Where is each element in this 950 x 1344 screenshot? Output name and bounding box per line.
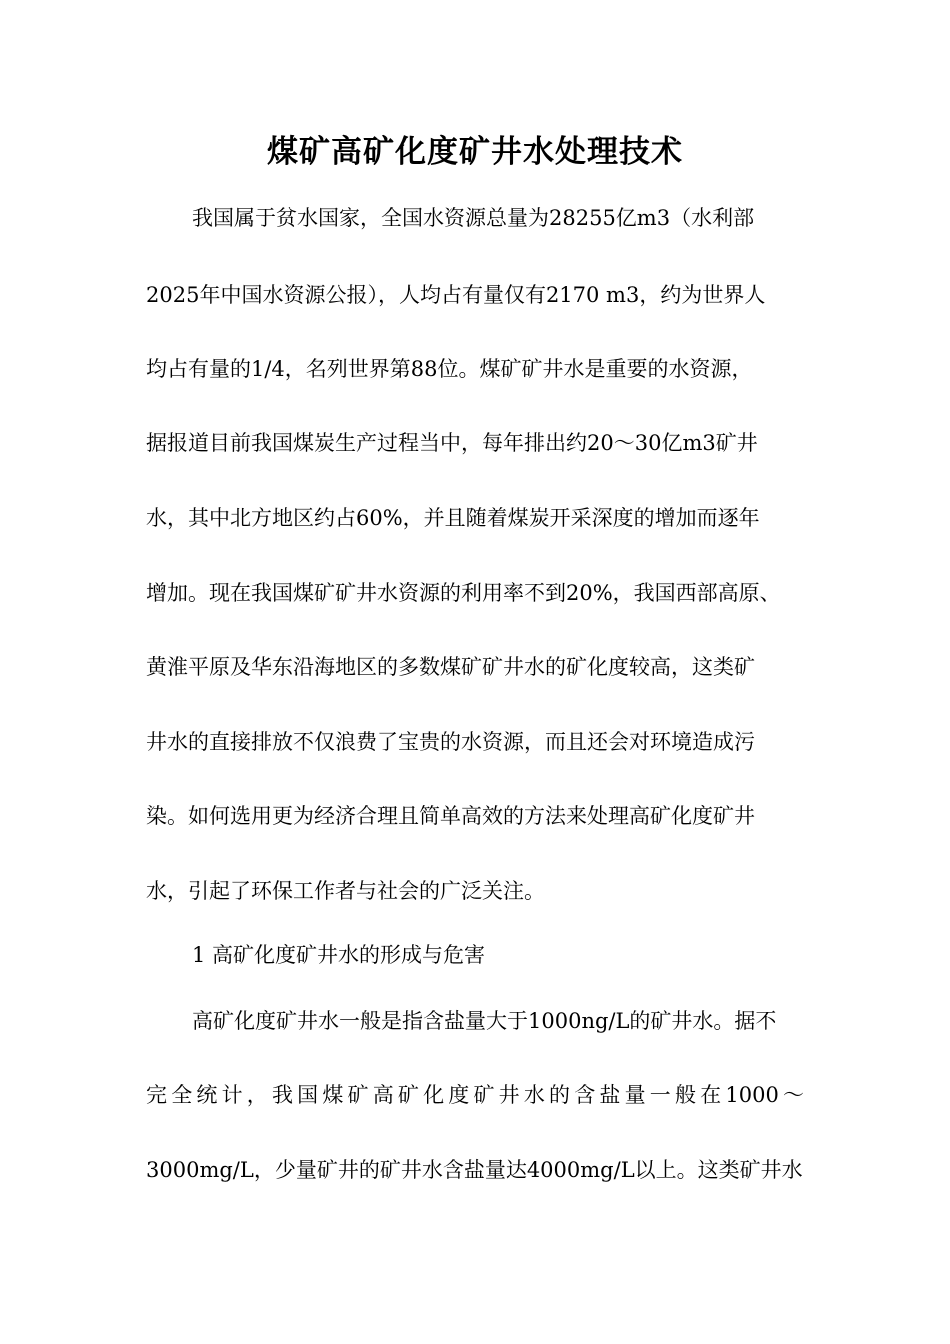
paragraph-line: 水，其中北方地区约占60%，并且随着煤炭开采深度的增加而逐年 [146,506,760,530]
paragraph-line: 均占有量的1/4，名列世界第88位。煤矿矿井水是重要的水资源， [146,357,753,381]
paragraph-line: 黄淮平原及华东沿海地区的多数煤矿矿井水的矿化度较高，这类矿 [146,655,755,679]
paragraph-line: 我国属于贫水国家，全国水资源总量为28255亿m3（水利部 [192,206,755,230]
paragraph-line: 井水的直接排放不仅浪费了宝贵的水资源，而且还会对环境造成污 [146,730,755,754]
paragraph-line: 增加。现在我国煤矿矿井水资源的利用率不到20%，我国西部高原、 [146,581,781,605]
paragraph-line: 3000mg/L，少量矿井的矿井水含盐量达4000mg/L以上。这类矿井水 [146,1158,803,1182]
paragraph-line: 2025年中国水资源公报），人均占有量仅有2170 m3，约为世界人 [146,283,766,307]
paragraph-line: 完全统计，我国煤矿高矿化度矿井水的含盐量一般在1000～ [146,1083,804,1107]
section-heading: 1 高矿化度矿井水的形成与危害 [192,943,486,967]
paragraph-line: 水，引起了环保工作者与社会的广泛关注。 [146,879,545,903]
paragraph-line: 高矿化度矿井水一般是指含盐量大于1000ng/L的矿井水。据不 [192,1009,777,1033]
paragraph-line: 据报道目前我国煤炭生产过程当中，每年排出约20～30亿m3矿井 [146,431,758,455]
document-title: 煤矿高矿化度矿井水处理技术 [267,134,683,170]
paragraph-line: 染。如何选用更为经济合理且简单高效的方法来处理高矿化度矿井 [146,804,755,828]
